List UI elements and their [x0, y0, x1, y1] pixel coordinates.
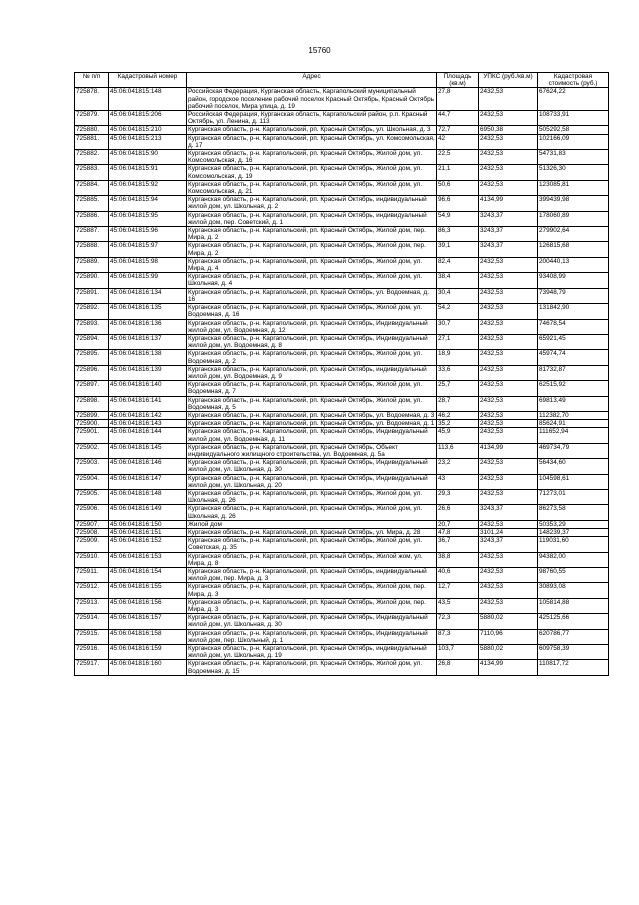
row-number: 725893. [75, 319, 109, 334]
table-row [75, 396, 609, 411]
cadastral-number: 45:06:041816:134 [109, 288, 187, 303]
upks-cell: 5880,02 [479, 645, 538, 660]
area-cell: 20,7 [437, 520, 479, 528]
value-cell: 131842,90 [538, 304, 609, 319]
upks-cell: 2432,53 [479, 520, 538, 528]
table-row [75, 257, 609, 272]
cadastral-number: 45:06:041816:145 [109, 443, 187, 458]
address-cell: Курганская область, р-н. Каргапольский, рп. Красный Октябрь, ул. Водоемная, д. 1 [187, 420, 437, 428]
cadastral-number: 45:06:041816:158 [109, 629, 187, 644]
value-cell: 81732,87 [538, 365, 609, 380]
header-upks: УПКС (руб./кв.м) [479, 73, 538, 88]
area-cell: 30,7 [437, 319, 479, 334]
area-cell: 22,5 [437, 150, 479, 165]
value-cell: 469734,79 [538, 443, 609, 458]
address-cell: Жилой дом [187, 520, 437, 528]
value-cell: 108733,91 [538, 111, 609, 126]
address-cell: Курганская область, р-н. Каргапольский, рп. Красный Октябрь, индивидуальный жилой дом, пер. Мира, д. 3 [187, 568, 437, 583]
cadastral-number: 45:06:041815:91 [109, 165, 187, 180]
address-cell: Курганская область, р-н. Каргапольский, рп. Красный Октябрь, Индивидуальный жилой дом, пер. Школьный, д. 1 [187, 629, 437, 644]
area-cell: 28,7 [437, 396, 479, 411]
row-number: 725898. [75, 396, 109, 411]
upks-cell: 2432,53 [479, 459, 538, 474]
area-cell: 45,9 [437, 428, 479, 443]
upks-cell: 3243,37 [479, 537, 538, 552]
table-row [75, 520, 609, 528]
row-number: 725883. [75, 165, 109, 180]
address-cell: Курганская область, р-н. Каргапольский, рп. Красный Октябрь, Жилой дом, пер. Мира, д. 2 [187, 227, 437, 242]
address-cell: Курганская область, р-н. Каргапольский, рп. Красный Октябрь, Жилой жом, ул. Мира, д. 8 [187, 552, 437, 567]
upks-cell: 2432,53 [479, 165, 538, 180]
area-cell: 40,6 [437, 568, 479, 583]
value-cell: 65921,45 [538, 334, 609, 349]
area-cell: 26,8 [437, 660, 479, 675]
upks-cell: 3243,37 [479, 242, 538, 257]
table-row [75, 242, 609, 257]
upks-cell: 5880,02 [479, 614, 538, 629]
upks-cell: 2432,53 [479, 489, 538, 504]
upks-cell: 3243,37 [479, 211, 538, 226]
value-cell: 200440,13 [538, 257, 609, 272]
row-number: 725896. [75, 365, 109, 380]
table-header-row [75, 73, 609, 88]
row-number: 725904. [75, 474, 109, 489]
area-cell: 30,4 [437, 288, 479, 303]
upks-cell: 2432,53 [479, 552, 538, 567]
cadastral-number: 45:06:041816:154 [109, 568, 187, 583]
cadastral-number: 45:06:041815:206 [109, 111, 187, 126]
upks-cell: 2432,53 [479, 257, 538, 272]
row-number: 725880. [75, 126, 109, 134]
value-cell: 178060,89 [538, 211, 609, 226]
table-row [75, 88, 609, 111]
row-number: 725910. [75, 552, 109, 567]
value-cell: 609758,39 [538, 645, 609, 660]
row-number: 725889. [75, 257, 109, 272]
value-cell: 98760,55 [538, 568, 609, 583]
address-cell: Курганская область, р-н. Каргапольский, рп. Красный Октябрь, Жилой дом, ул. Мира, д. 4 [187, 257, 437, 272]
area-cell: 43 [437, 474, 479, 489]
upks-cell: 2432,53 [479, 396, 538, 411]
upks-cell: 2432,53 [479, 180, 538, 195]
cadastral-number: 45:06:041815:148 [109, 88, 187, 111]
cadastral-number: 45:06:041816:157 [109, 614, 187, 629]
value-cell: 69813,49 [538, 396, 609, 411]
upks-cell: 2432,53 [479, 288, 538, 303]
cadastral-number: 45:06:041815:96 [109, 227, 187, 242]
table-row [75, 614, 609, 629]
address-cell: Курганская область, р-н. Каргапольский, рп. Красный Октябрь, Жилой дом, ул. Советская, д. 35 [187, 537, 437, 552]
header-cadastral: Кадастровый номер [109, 73, 187, 88]
upks-cell: 2432,53 [479, 334, 538, 349]
area-cell: 46,2 [437, 411, 479, 419]
cadastral-number: 45:06:041816:137 [109, 334, 187, 349]
area-cell: 38,4 [437, 273, 479, 288]
upks-cell: 2432,53 [479, 568, 538, 583]
value-cell: 148239,37 [538, 528, 609, 536]
value-cell: 112382,70 [538, 411, 609, 419]
row-number: 725917. [75, 660, 109, 675]
value-cell: 50353,29 [538, 520, 609, 528]
address-cell: Курганская область, р-н. Каргапольский, рп. Красный Октябрь, Жилой дом, ул. Водоемная, д. 2 [187, 350, 437, 365]
page-number: 15760 [308, 46, 331, 55]
area-cell: 27,1 [437, 334, 479, 349]
row-number: 725887. [75, 227, 109, 242]
value-cell: 111652,94 [538, 428, 609, 443]
cadastral-number: 45:06:041816:152 [109, 537, 187, 552]
address-cell: Курганская область, р-н. Каргапольский, рп. Красный Октябрь, Индивидуальный жилой дом, ул. Школьная, д. 30 [187, 614, 437, 629]
area-cell: 72,7 [437, 126, 479, 134]
upks-cell: 3101,24 [479, 528, 538, 536]
value-cell: 104598,61 [538, 474, 609, 489]
table-row [75, 150, 609, 165]
row-number: 725899. [75, 411, 109, 419]
value-cell: 62515,92 [538, 381, 609, 396]
cadastral-number: 45:06:041816:142 [109, 411, 187, 419]
row-number: 725912. [75, 583, 109, 598]
cadastral-number: 45:06:041816:151 [109, 528, 187, 536]
area-cell: 72,3 [437, 614, 479, 629]
address-cell: Курганская область, р-н. Каргапольский, рп. Красный Октябрь, индивидуальный жилой дом, пер. Советский, д. 1 [187, 211, 437, 226]
row-number: 725897. [75, 381, 109, 396]
table-row [75, 459, 609, 474]
upks-cell: 6950,38 [479, 126, 538, 134]
area-cell: 23,2 [437, 459, 479, 474]
row-number: 725900. [75, 420, 109, 428]
address-cell: Курганская область, р-н. Каргапольский, рп. Красный Октябрь, Индивидуальный жилой дом, ул. Школьная, д. 30 [187, 459, 437, 474]
address-cell: Курганская область, р-н. Каргапольский, рп. Красный Октябрь, Жилой дом, ул. Комсомольская, д. 21 [187, 180, 437, 195]
header-num: № п/п [75, 73, 109, 88]
value-cell: 123085,81 [538, 180, 609, 195]
address-cell: Курганская область, р-н. Каргапольский, рп. Красный Октябрь, Жилой дом, ул. Водоемная, д. 15 [187, 660, 437, 675]
value-cell: 505292,58 [538, 126, 609, 134]
address-cell: Курганская область, р-н. Каргапольский, рп. Красный Октябрь, ул. Школьная, д. 3 [187, 126, 437, 134]
cadastral-number: 45:06:041816:135 [109, 304, 187, 319]
cadastral-number: 45:06:041816:138 [109, 350, 187, 365]
row-number: 725901. [75, 428, 109, 443]
row-number: 725914. [75, 614, 109, 629]
table-row [75, 126, 609, 134]
value-cell: 105814,88 [538, 598, 609, 613]
value-cell: 399439,98 [538, 196, 609, 211]
area-cell: 38,8 [437, 552, 479, 567]
table-row [75, 211, 609, 226]
row-number: 725892. [75, 304, 109, 319]
area-cell: 103,7 [437, 645, 479, 660]
row-number: 725882. [75, 150, 109, 165]
cadastral-number: 45:06:041816:155 [109, 583, 187, 598]
table-row [75, 568, 609, 583]
value-cell: 119031,60 [538, 537, 609, 552]
header-value: Кадастровая стоимость (руб.) [538, 73, 609, 88]
table-row [75, 134, 609, 149]
value-cell: 73948,79 [538, 288, 609, 303]
table-row [75, 645, 609, 660]
value-cell: 67624,22 [538, 88, 609, 111]
cadastral-number: 45:06:041816:141 [109, 396, 187, 411]
row-number: 725916. [75, 645, 109, 660]
upks-cell: 2432,53 [479, 598, 538, 613]
area-cell: 36,7 [437, 537, 479, 552]
area-cell: 82,4 [437, 257, 479, 272]
table-row [75, 443, 609, 458]
upks-cell: 2432,53 [479, 428, 538, 443]
table-row [75, 180, 609, 195]
upks-cell: 2432,53 [479, 411, 538, 419]
table-row [75, 273, 609, 288]
row-number: 725905. [75, 489, 109, 504]
cadastral-number: 45:06:041816:150 [109, 520, 187, 528]
table-row [75, 583, 609, 598]
value-cell: 93408,99 [538, 273, 609, 288]
address-cell: Курганская область, р-н. Каргапольский, рп. Красный Октябрь, Жилой дом, ул. Водоемная, д. 7 [187, 381, 437, 396]
address-cell: Курганская область, р-н. Каргапольский, рп. Красный Октябрь, Жилой дом, ул. Комсомольская, д. 16 [187, 150, 437, 165]
area-cell: 18,9 [437, 350, 479, 365]
table-row [75, 428, 609, 443]
row-number: 725915. [75, 629, 109, 644]
table-row [75, 165, 609, 180]
area-cell: 43,5 [437, 598, 479, 613]
upks-cell: 7110,96 [479, 629, 538, 644]
address-cell: Курганская область, р-н. Каргапольский, рп. Красный Октябрь, Жилой дом, пер. Мира, д. 2 [187, 242, 437, 257]
table-row [75, 537, 609, 552]
cadastral-number: 45:06:041816:153 [109, 552, 187, 567]
address-cell: Курганская область, р-н. Каргапольский, рп. Красный Октябрь, Индивидуальный жилой дом, ул. Водоемная, д. 11 [187, 428, 437, 443]
header-area: Площадь (кв.м) [437, 73, 479, 88]
value-cell: 94382,00 [538, 552, 609, 567]
row-number: 725891. [75, 288, 109, 303]
upks-cell: 3243,37 [479, 505, 538, 520]
row-number: 725906. [75, 505, 109, 520]
cadastral-number: 45:06:041816:144 [109, 428, 187, 443]
cadastral-number: 45:06:041816:149 [109, 505, 187, 520]
row-number: 725894. [75, 334, 109, 349]
table-row [75, 365, 609, 380]
area-cell: 86,3 [437, 227, 479, 242]
area-cell: 33,6 [437, 365, 479, 380]
cadastral-number: 45:06:041816:140 [109, 381, 187, 396]
upks-cell: 2432,53 [479, 350, 538, 365]
area-cell: 25,7 [437, 381, 479, 396]
row-number: 725878. [75, 88, 109, 111]
address-cell: Курганская область, р-н. Каргапольский, рп. Красный Октябрь, Жилой дом, пер. Мира, д. 3 [187, 598, 437, 613]
row-number: 725888. [75, 242, 109, 257]
address-cell: Курганская область, р-н. Каргапольский, рп. Красный Октябрь, Индивидуальный жилой дом, ул. Водоемная, д. 12 [187, 319, 437, 334]
area-cell: 54,9 [437, 211, 479, 226]
area-cell: 21,1 [437, 165, 479, 180]
row-number: 725913. [75, 598, 109, 613]
address-cell: Курганская область, р-н. Каргапольский, рп. Красный Октябрь, индивидуальный жилой дом, ул. Школьная, д. 2 [187, 196, 437, 211]
row-number: 725886. [75, 211, 109, 226]
table-row [75, 474, 609, 489]
row-number: 725911. [75, 568, 109, 583]
table-row [75, 552, 609, 567]
area-cell: 26,6 [437, 505, 479, 520]
table-row [75, 598, 609, 613]
value-cell: 71273,01 [538, 489, 609, 504]
address-cell: Курганская область, р-н. Каргапольский, рп. Красный Октябрь, ул. Мира, д. 28 [187, 528, 437, 536]
value-cell: 620786,77 [538, 629, 609, 644]
table-row [75, 350, 609, 365]
upks-cell: 2432,53 [479, 420, 538, 428]
table-row [75, 660, 609, 675]
upks-cell: 2432,53 [479, 273, 538, 288]
row-number: 725895. [75, 350, 109, 365]
table-row [75, 196, 609, 211]
row-number: 725885. [75, 196, 109, 211]
cadastral-number: 45:06:041816:148 [109, 489, 187, 504]
value-cell: 56434,60 [538, 459, 609, 474]
cadastral-number: 45:06:041815:213 [109, 134, 187, 149]
area-cell: 39,1 [437, 242, 479, 257]
area-cell: 50,6 [437, 180, 479, 195]
upks-cell: 2432,53 [479, 134, 538, 149]
row-number: 725881. [75, 134, 109, 149]
upks-cell: 2432,53 [479, 111, 538, 126]
address-cell: Курганская область, р-н. Каргапольский, рп. Красный Октябрь, Жилой дом, ул. Школьная, д. 26 [187, 489, 437, 504]
table-row [75, 420, 609, 428]
value-cell: 54731,83 [538, 150, 609, 165]
cadastral-number: 45:06:041816:146 [109, 459, 187, 474]
address-cell: Курганская область, р-н. Каргапольский, рп. Красный Октябрь, индивидуальный жилой дом, ул. Водоемная, д. 9 [187, 365, 437, 380]
cadastral-number: 45:06:041815:92 [109, 180, 187, 195]
row-number: 725902. [75, 443, 109, 458]
area-cell: 42 [437, 134, 479, 149]
table-row [75, 629, 609, 644]
area-cell: 47,8 [437, 528, 479, 536]
row-number: 725903. [75, 459, 109, 474]
cadastral-table [74, 72, 609, 676]
address-cell: Курганская область, р-н. Каргапольский, рп. Красный Октябрь, ул. Комсомольская, д. 17 [188, 134, 435, 149]
address-cell: Курганская область, р-н. Каргапольский, рп. Красный Октябрь, Жилой дом, пер. Мира, д. 3 [187, 583, 437, 598]
address-cell: Российская Федерация, Курганская область, Каргапольский муниципальный район, городское поселение рабочий поселок Красный Октябрь, Красный Октябрь рабочий поселок, Мира улица, д. 19 [187, 88, 437, 111]
upks-cell: 2432,53 [479, 365, 538, 380]
cadastral-number: 45:06:041816:139 [109, 365, 187, 380]
value-cell: 126815,68 [538, 242, 609, 257]
table-row [75, 334, 609, 349]
address-cell: Курганская область, р-н. Каргапольский, рп. Красный Октябрь, Жилой дом, ул. Комсомольская, д. 19 [187, 165, 437, 180]
area-cell: 29,3 [437, 489, 479, 504]
address-cell: Курганская область, р-н. Каргапольский, рп. Красный Октябрь, ул. Водоемная, д. 3 [187, 411, 437, 419]
address-cell: Курганская область, р-н. Каргапольский, рп. Красный Октябрь, Жилой дом, ул. Водоемная, д. 16 [187, 304, 437, 319]
table-row [75, 505, 609, 520]
area-cell: 54,2 [437, 304, 479, 319]
row-number: 725890. [75, 273, 109, 288]
address-cell: Курганская область, р-н. Каргапольский, рп. Красный Октябрь, Жилой дом, ул. Школьная, д. 4 [187, 273, 437, 288]
row-number: 725879. [75, 111, 109, 126]
header-address: Адрес [187, 73, 437, 88]
cadastral-number: 45:06:041815:210 [109, 126, 187, 134]
area-cell: 35,2 [437, 420, 479, 428]
address-cell: Курганская область, р-н. Каргапольский, рп. Красный Октябрь, Жилой дом, ул. Школьная, д. 26 [187, 505, 437, 520]
table-row [75, 111, 609, 126]
cadastral-number: 45:06:041816:160 [109, 660, 187, 675]
value-cell: 74678,54 [538, 319, 609, 334]
cadastral-number: 45:06:041815:97 [109, 242, 187, 257]
address-cell: Курганская область, р-н. Каргапольский, рп. Красный Октябрь, Индивидуальный жилой дом, ул. Школьная, д. 20 [187, 474, 437, 489]
upks-cell: 4134,99 [479, 443, 538, 458]
value-cell: 279902,64 [538, 227, 609, 242]
value-cell: 110817,72 [538, 660, 609, 675]
cadastral-number: 45:06:041815:94 [109, 196, 187, 211]
cadastral-number: 45:06:041816:156 [109, 598, 187, 613]
table-row [75, 528, 609, 536]
upks-cell: 2432,53 [479, 88, 538, 111]
upks-cell: 2432,53 [479, 150, 538, 165]
area-cell: 87,3 [437, 629, 479, 644]
table-row [75, 304, 609, 319]
upks-cell: 4134,99 [479, 196, 538, 211]
area-cell: 96,6 [437, 196, 479, 211]
upks-cell: 2432,53 [479, 304, 538, 319]
value-cell: 86273,58 [538, 505, 609, 520]
upks-cell: 2432,53 [479, 583, 538, 598]
cadastral-number: 45:06:041816:159 [109, 645, 187, 660]
address-cell: Курганская область, р-н. Каргапольский, рп. Красный Октябрь, ул. Водоемная, д. 16 [187, 288, 437, 303]
area-cell: 44,7 [437, 111, 479, 126]
upks-cell: 4134,99 [479, 660, 538, 675]
cadastral-number: 45:06:041815:99 [109, 273, 187, 288]
row-number: 725909. [75, 537, 109, 552]
address-cell: Курганская область, р-н. Каргапольский, рп. Красный Октябрь, индивидуальный жилой дом, ул. Школьная, д. 19 [187, 645, 437, 660]
cadastral-number: 45:06:041815:95 [109, 211, 187, 226]
upks-cell: 3243,37 [479, 227, 538, 242]
row-number: 725908. [75, 528, 109, 536]
upks-cell: 2432,53 [479, 381, 538, 396]
cadastral-number: 45:06:041815:90 [109, 150, 187, 165]
value-cell: 45974,74 [538, 350, 609, 365]
cadastral-number: 45:06:041815:98 [109, 257, 187, 272]
row-number: 725884. [75, 180, 109, 195]
table-row [75, 288, 609, 303]
area-cell: 12,7 [437, 583, 479, 598]
value-cell: 30893,08 [538, 583, 609, 598]
cadastral-number: 45:06:041816:147 [109, 474, 187, 489]
table-row [75, 489, 609, 504]
table-row [75, 381, 609, 396]
upks-cell: 2432,53 [479, 319, 538, 334]
cadastral-number: 45:06:041816:143 [109, 420, 187, 428]
address-cell: Курганская область, р-н. Каргапольский, рп. Красный Октябрь, Жилой дом, ул. Водоемная, д. 5 [187, 396, 437, 411]
area-cell: 113,6 [437, 443, 479, 458]
table-row [75, 319, 609, 334]
value-cell: 102166,09 [538, 134, 609, 149]
address-cell: Курганская область, р-н. Каргапольский, рп. Красный Октябрь, Объект индивидуального жилищного строительства, ул. Водоемная, д. 5а [187, 443, 437, 458]
value-cell: 425125,66 [538, 614, 609, 629]
value-cell: 85624,91 [538, 420, 609, 428]
value-cell: 51326,30 [538, 165, 609, 180]
table-row [75, 411, 609, 419]
area-cell: 27,8 [437, 88, 479, 111]
table-row [75, 227, 609, 242]
cadastral-number: 45:06:041816:136 [109, 319, 187, 334]
address-cell: Российская Федерация, Курганская область, Каргапольский район, р.п. Красный Октябрь, ул. Ленина, д. 113 [187, 111, 437, 126]
row-number: 725907. [75, 520, 109, 528]
upks-cell: 2432,53 [479, 474, 538, 489]
address-cell: Курганская область, р-н. Каргапольский, рп. Красный Октябрь, Индивидуальный жилой дом, ул. Водоемная, д. 8 [187, 334, 437, 349]
